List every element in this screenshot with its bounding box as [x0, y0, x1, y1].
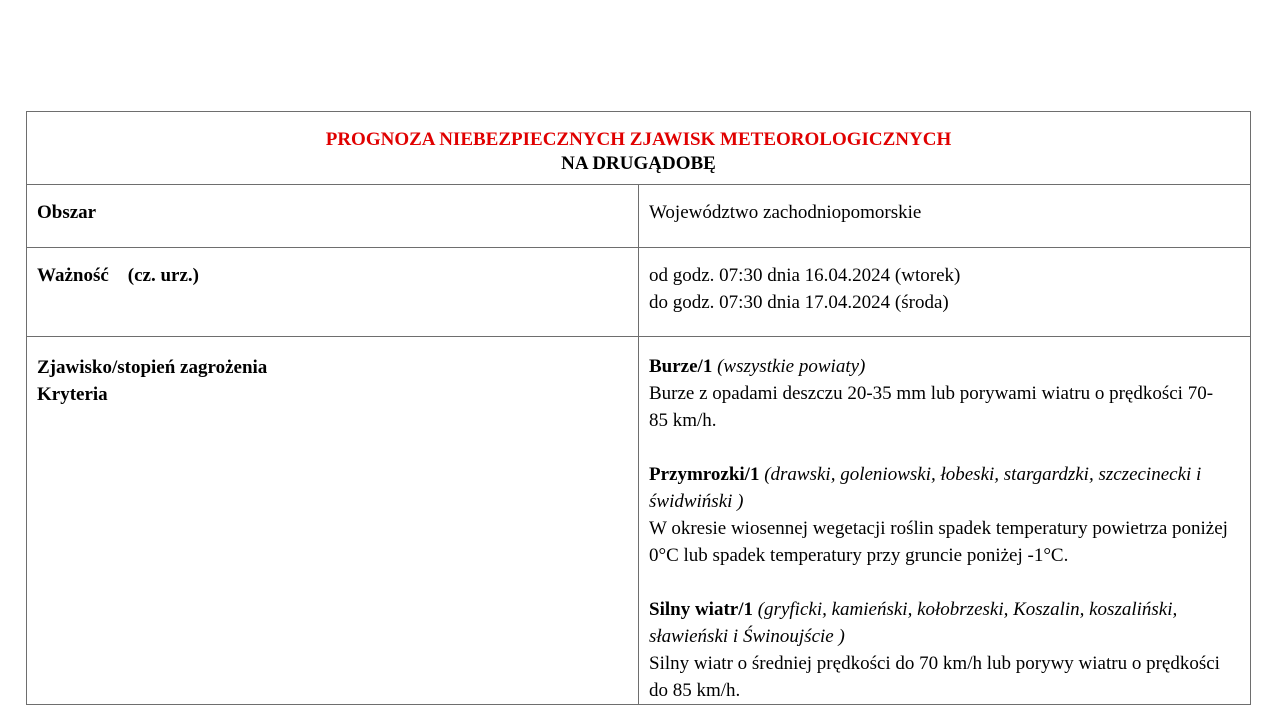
warning-areas: (wszystkie powiaty)	[717, 356, 866, 377]
phenomena-label-line1: Zjawisko/stopień zagrożenia	[37, 357, 268, 378]
validity-label	[27, 248, 639, 337]
phenomena-label	[27, 337, 639, 705]
warning-wind	[649, 596, 1230, 704]
warning-description: Silny wiatr o średniej prędkości do 70 km/h lub porywy wiatru o prędkości do 85 km/h.	[649, 653, 1220, 701]
validity-row	[27, 248, 1251, 337]
area-label: Obszar	[27, 185, 639, 248]
warning-areas: (gryficki, kamieński, kołobrzeski, Koszalin, koszaliński, sławieński i Świnoujście )	[649, 599, 1178, 647]
forecast-table	[26, 111, 1251, 705]
phenomena-row	[27, 337, 1251, 705]
phenomena-label-line2: Kryteria	[37, 384, 108, 405]
area-value: Województwo zachodniopomorskie	[639, 185, 1251, 248]
title-sub: NA DRUGĄDOBĘ	[561, 153, 716, 174]
validity-from: od godz. 07:30 dnia 16.04.2024 (wtorek)	[649, 265, 961, 286]
warning-description: W okresie wiosennej wegetacji roślin spadek temperatury powietrza poniżej 0°C lub spadek temperatury przy gruncie poniżej -1°C.	[649, 518, 1228, 566]
warning-head: Przymrozki/1	[649, 464, 760, 485]
warning-frost	[649, 461, 1230, 569]
warning-description: Burze z opadami deszczu 20-35 mm lub porywami wiatru o prędkości 70-85 km/h.	[649, 383, 1214, 431]
warning-storms	[649, 353, 1230, 434]
validity-value	[639, 248, 1251, 337]
warning-areas: (drawski, goleniowski, łobeski, stargardzki, szczecinecki i świdwiński )	[649, 464, 1202, 512]
area-row	[27, 185, 1251, 248]
phenomena-value	[639, 337, 1251, 705]
warning-head: Burze/1	[649, 356, 713, 377]
title-row	[27, 112, 1251, 185]
title-cell	[27, 112, 1251, 185]
validity-label-text: Ważność (cz. urz.)	[37, 265, 199, 286]
warning-head: Silny wiatr/1	[649, 599, 753, 620]
title-main: PROGNOZA NIEBEZPIECZNYCH ZJAWISK METEOROLOGICZNYCH	[325, 129, 952, 150]
validity-to: do godz. 07:30 dnia 17.04.2024 (środa)	[649, 292, 949, 313]
